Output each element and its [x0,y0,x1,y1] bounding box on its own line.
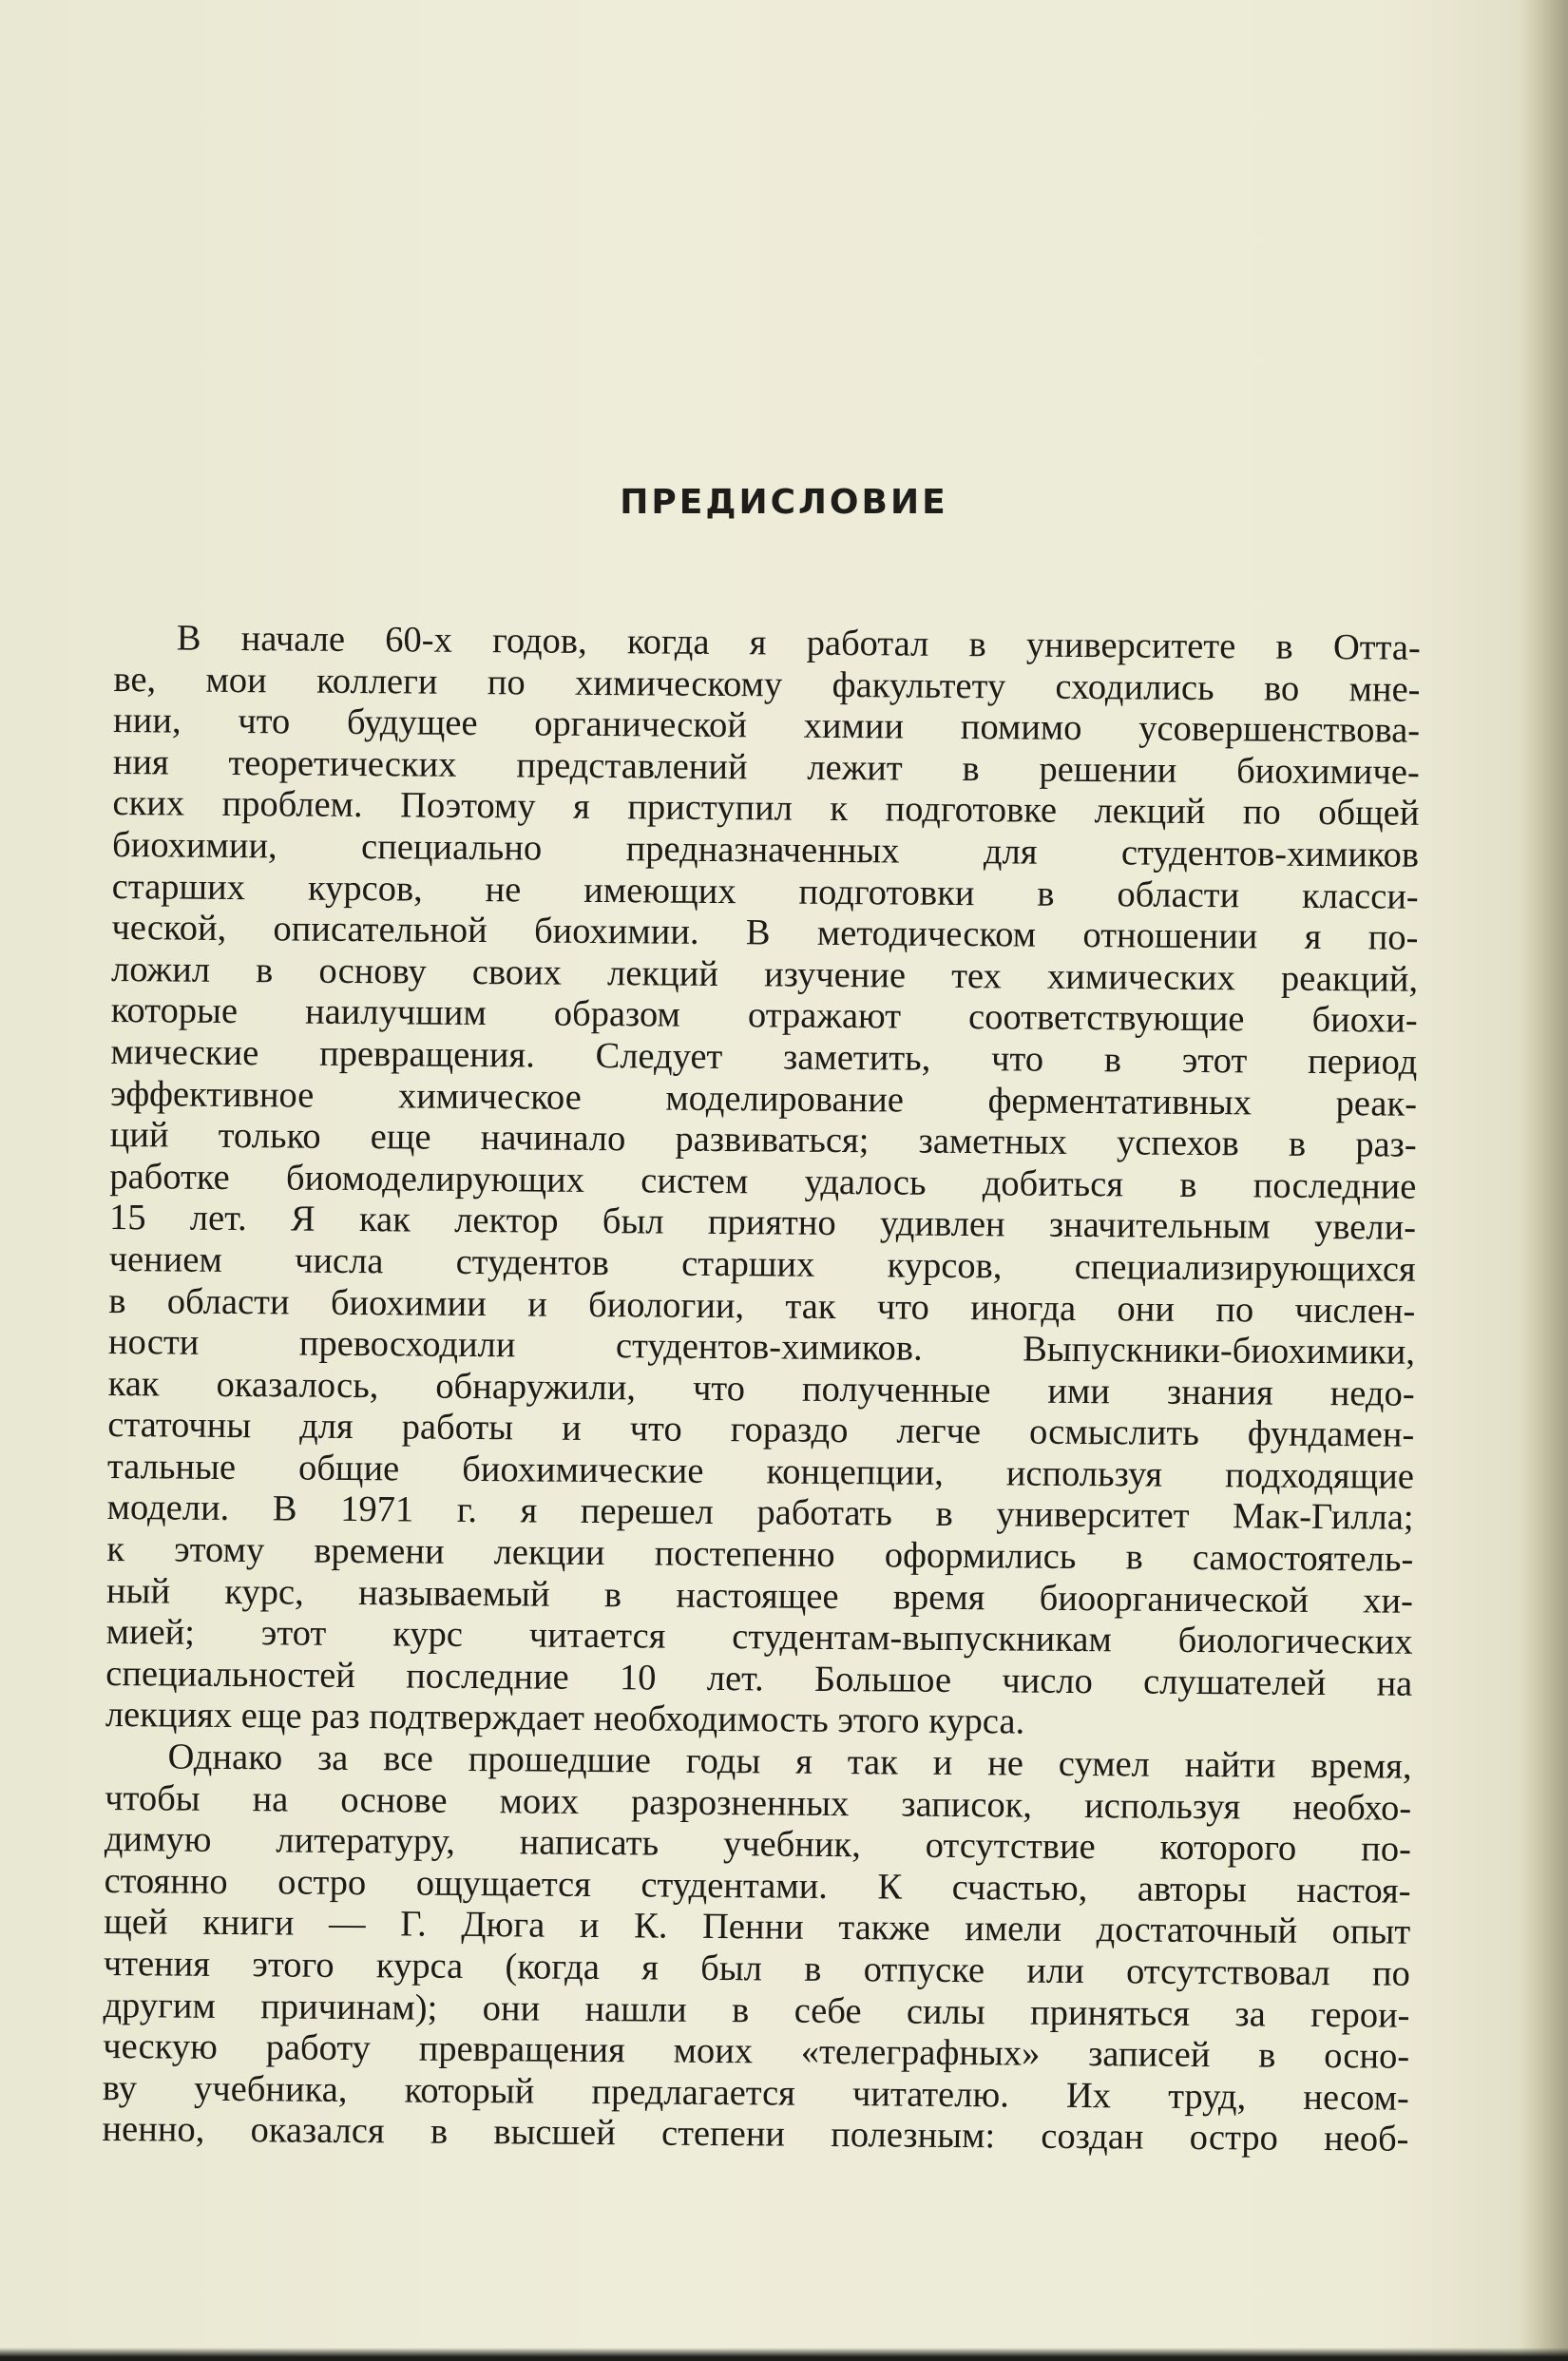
preface-body [102,618,1421,2161]
text-line: лекциях еще раз подтверждает необходимость этого курса. [105,1695,1025,1742]
text-line: чтобы на основе моих разрозненных записок, используя необхо- [105,1777,1412,1829]
page-title: ПРЕДИСЛОВИЕ [620,483,948,522]
text-line: ве, мои коллеги по химическому факультету сходились во мне- [113,659,1421,710]
text-line: мией; этот курс читается студентам-выпускникам биологических [105,1612,1413,1663]
text-line: в области биохимии и биологии, так что иногда они по числен- [108,1280,1416,1332]
text-line: модели. В 1971 г. я перешел работать в университет Мак-Гилла; [106,1488,1414,1539]
text-line: 15 лет. Я как лектор был приятно удивлен значительным увели- [108,1198,1417,1249]
text-line: ный курс, называемый в настоящее время биоорганической хи- [105,1570,1414,1622]
text-line: тальные общие биохимические концепции, используя подходящие [106,1446,1415,1497]
text-line: ций только еще начинало развиваться; заметных успехов в раз- [109,1115,1417,1165]
text-line: старших курсов, не имеющих подготовки в области класси- [111,866,1419,917]
text-line: чением числа студентов старших курсов, специализирующихся [108,1238,1416,1290]
text-line: чтения этого курса (когда я был в отпуске или отсутствовал по [103,1943,1411,1994]
text-line: димую литературу, написать учебник, отсутствие которого по- [104,1819,1412,1870]
text-line: ческую работу превращения моих «телеграфных» записей в осно- [103,2026,1410,2077]
text-line: как оказалось, обнаружили, что полученные ими знания недо- [107,1363,1415,1414]
text-line: которые наилучшим образом отражают соответствующие биохи- [110,990,1418,1042]
text-line: ских проблем. Поэтому я приступил к подготовке лекций по общей [112,783,1420,835]
text-line: В начале 60-х годов, когда я работал в университете в Отта- [176,618,1421,668]
text-line: стоянно остро ощущается студентами. К счастью, авторы настоя- [104,1860,1411,1911]
text-line: щей книги — Г. Дюга и К. Пенни также имели достаточный опыт [104,1902,1411,1953]
text-line: другим причинам); они нашли в себе силы приняться за герои- [103,1985,1410,2036]
text-line: ложил в основу своих лекций изучение тех химических реакций, [110,949,1419,1000]
text-line: ву учебника, который предлагается читателю. Их труд, несом- [102,2067,1409,2119]
text-line: Однако за все прошедшие годы я так и не сумел найти время, [167,1737,1412,1787]
text-line: ческой, описательной биохимии. В методическом отношении я по- [111,908,1419,958]
text-line: ния теоретических представлений лежит в решении биохимиче- [112,741,1420,793]
text-line: к этому времени лекции постепенно оформились в самостоятель- [106,1529,1414,1580]
scan-border [0,2348,1568,2361]
text-line: биохимии, специально предназначенных для студентов-химиков [111,824,1420,875]
page-edge-shadow [1520,0,1568,2361]
text-line: работке биомоделирующих систем удалось добиться в последние [109,1156,1417,1207]
text-line: ненно, оказался в высшей степени полезным: создан остро необ- [102,2109,1409,2160]
text-line: мические превращения. Следует заметить, что в этот период [110,1031,1418,1083]
text-line: специальностей последние 10 лет. Большое число слушателей на [105,1653,1413,1704]
text-line: ности превосходили студентов-химиков. Выпускники-биохимики, [107,1322,1416,1372]
text-line: эффективное химическое моделирование ферментативных реак- [109,1073,1418,1124]
text-line: нии, что будущее органической химии помимо усовершенствова- [112,701,1421,751]
text-line: статочны для работы и что гораздо легче осмыслить фундамен- [107,1405,1415,1456]
